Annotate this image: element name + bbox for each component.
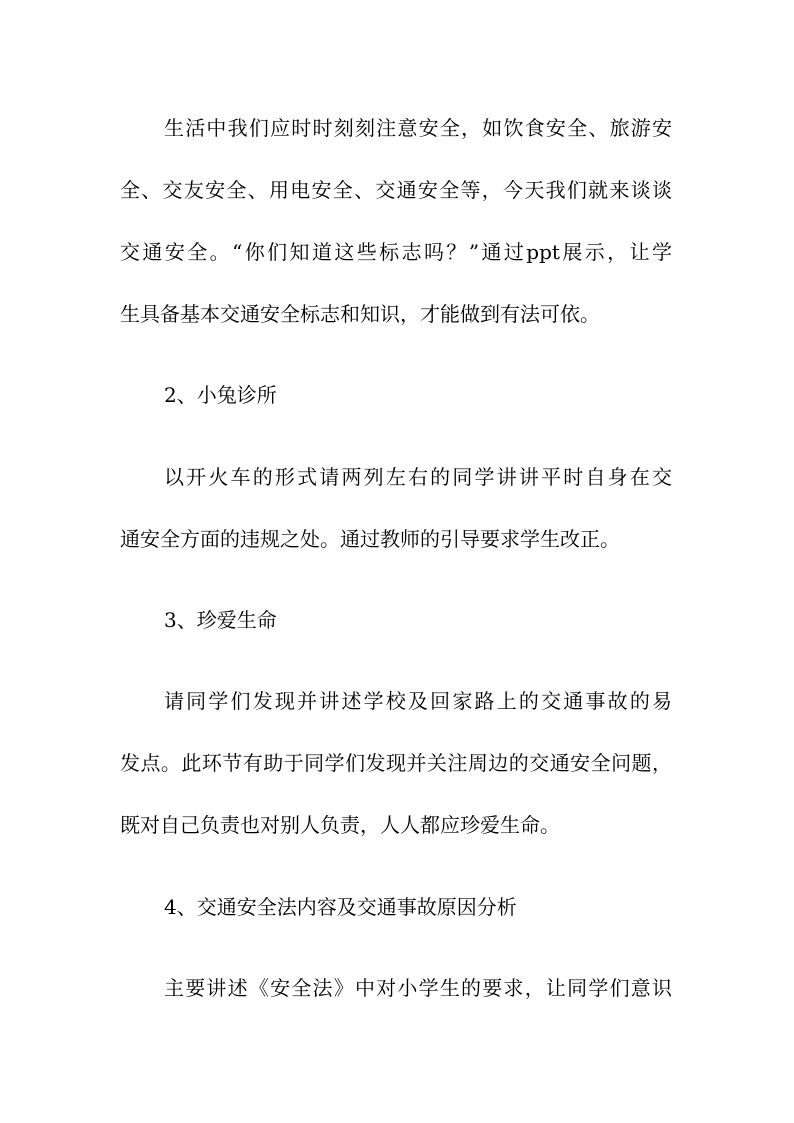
paragraph-line: 请同学们发现并讲述学校及回家路上的交通事故的易 [164,689,672,713]
section-heading: 2、小兔诊所 [164,383,277,407]
paragraph-line: 生活中我们应时时刻刻注意安全，如饮食安全、旅游安 [164,116,672,140]
paragraph-line: 通安全方面的违规之处。通过教师的引导要求学生改正。 [120,527,620,551]
paragraph-line: 发点。此环节有助于同学们发现并关注周边的交通安全问题， [120,751,672,775]
section-heading: 3、珍爱生命 [164,608,277,632]
section-heading: 4、交通安全法内容及交通事故原因分析 [164,895,517,919]
paragraph-line: 生具备基本交通安全标志和知识，才能做到有法可依。 [120,302,600,326]
paragraph-line: 以开火车的形式请两列左右的同学讲讲平时自身在交 [164,465,672,489]
paragraph-line: 既对自己负责也对别人负责，人人都应珍爱生命。 [120,813,560,837]
paragraph-line: 交通安全。“你们知道这些标志吗？”通过ppt展示，让学 [120,240,672,264]
paragraph-line: 主要讲述《安全法》中对小学生的要求，让同学们意识 [164,976,672,1000]
paragraph-line: 全、交友安全、用电安全、交通安全等，今天我们就来谈谈 [120,178,672,202]
